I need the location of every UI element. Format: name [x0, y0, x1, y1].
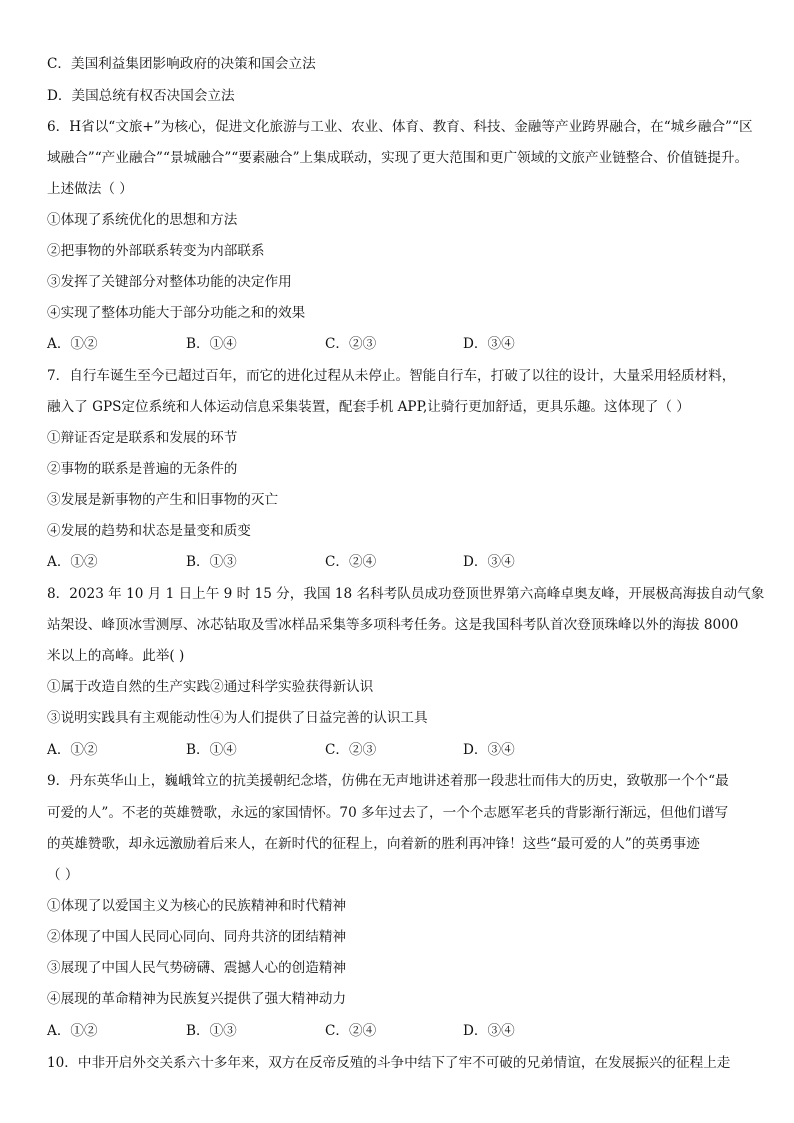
q9-statement-2: ②体现了中国人民同心同向、同舟共济的团结精神: [47, 929, 347, 945]
q6-option-d: D．③④: [463, 336, 515, 352]
q6-stem-line1: 6．H省以“文旅+”为核心，促进文化旅游与工业、农业、体育、教育、科技、金融等产业跨界融合，在“城乡融合”“区: [47, 119, 753, 135]
q5-option-d: D．美国总统有权否决国会立法: [47, 88, 235, 104]
q9-options: [47, 1021, 567, 1041]
q9-option-c: C．②④: [325, 1023, 377, 1039]
q10-stem-line1: 10．中非开启外交关系六十多年来，双方在反帝反殖的斗争中结下了牢不可破的兄弟情谊，在发展振兴的征程上走: [47, 1055, 731, 1071]
q8-option-a: A．①②: [47, 742, 98, 758]
q7-stem-line2: 融入了 GPS定位系统和人体运动信息采集装置，配套手机 APP,让骑行更加舒适，更具乐趣。这体现了（ ）: [47, 399, 690, 415]
q8-options: [47, 740, 567, 760]
q9-stem-line2: 可爱的人”。不老的英雄赞歌，永远的家国情怀。70 多年过去了，一个个志愿军老兵的背影渐行渐远，但他们谱写: [47, 805, 729, 821]
q8-stem-line3: 米以上的高峰。此举( ): [47, 648, 185, 664]
q9-stem-line1: 9．丹东英华山上，巍峨耸立的抗美援朝纪念塔，仿佛在无声地讲述着那一段悲壮而伟大的历史，致敬那一个个“最: [47, 773, 729, 789]
q7-options: [47, 552, 567, 572]
q6-stem-line3: 上述做法（ ）: [47, 181, 133, 197]
q7-option-b: B．①③: [186, 554, 237, 570]
q9-statement-1: ①体现了以爱国主义为核心的民族精神和时代精神: [47, 898, 347, 914]
q9-stem-line3: 的英雄赞歌，却永远激励着后来人，在新时代的征程上，向着新的胜利再冲锋！这些“最可爱的人”的英勇事迹: [47, 836, 700, 852]
q7-statement-4: ④发展的趋势和状态是量变和质变: [47, 523, 251, 539]
q6-statement-1: ①体现了系统优化的思想和方法: [47, 212, 238, 228]
q7-option-d: D．③④: [463, 554, 515, 570]
q6-options: [47, 334, 567, 354]
q6-option-b: B．①④: [186, 336, 237, 352]
q8-option-d: D．③④: [463, 742, 515, 758]
q7-statement-2: ②事物的联系是普遍的无条件的: [47, 461, 238, 477]
q7-stem-line1: 7．自行车诞生至今已超过百年，而它的进化过程从未停止。智能自行车，打破了以往的设计，大量采用轻质材料，: [47, 368, 736, 384]
q7-option-c: C．②④: [325, 554, 377, 570]
q7-statement-3: ③发展是新事物的产生和旧事物的灭亡: [47, 492, 279, 508]
q9-stem-line4: （ ）: [47, 867, 79, 883]
q8-stem-line2: 站架设、峰顶冰雪测厚、冰芯钻取及雪冰样品采集等多项科考任务。这是我国科考队首次登顶珠峰以外的海拔 8000: [47, 617, 739, 633]
q9-option-a: A．①②: [47, 1023, 98, 1039]
q6-statement-3: ③发挥了关键部分对整体功能的决定作用: [47, 274, 292, 290]
q6-statement-2: ②把事物的外部联系转变为内部联系: [47, 243, 265, 259]
q7-statement-1: ①辩证否定是联系和发展的环节: [47, 430, 238, 446]
q6-stem-line2: 域融合”“产业融合”“景城融合”“要素融合”上集成联动，实现了更大范围和更广领域的文旅产业链整合、价值链提升。: [47, 150, 749, 166]
q8-stem-line1: 8．2023 年 10 月 1 日上午 9 时 15 分，我国 18 名科考队员成功登顶世界第六高峰卓奥友峰，开展极高海拔自动气象: [47, 586, 765, 602]
q6-statement-4: ④实现了整体功能大于部分功能之和的效果: [47, 305, 306, 321]
q8-statements-3-4: ③说明实践具有主观能动性④为人们提供了日益完善的认识工具: [47, 710, 428, 726]
q9-statement-3: ③展现了中国人民气势磅礴、震撼人心的创造精神: [47, 960, 347, 976]
q8-statements-1-2: ①属于改造自然的生产实践②通过科学实验获得新认识: [47, 679, 374, 695]
q7-option-a: A．①②: [47, 554, 98, 570]
q9-statement-4: ④展现的革命精神为民族复兴提供了强大精神动力: [47, 991, 347, 1007]
q6-option-a: A．①②: [47, 336, 98, 352]
q6-option-c: C．②③: [325, 336, 377, 352]
q8-option-c: C．②③: [325, 742, 377, 758]
q5-option-c: C．美国利益集团影响政府的决策和国会立法: [47, 56, 316, 72]
q8-option-b: B．①④: [186, 742, 237, 758]
q9-option-b: B．①③: [186, 1023, 237, 1039]
q9-option-d: D．③④: [463, 1023, 515, 1039]
